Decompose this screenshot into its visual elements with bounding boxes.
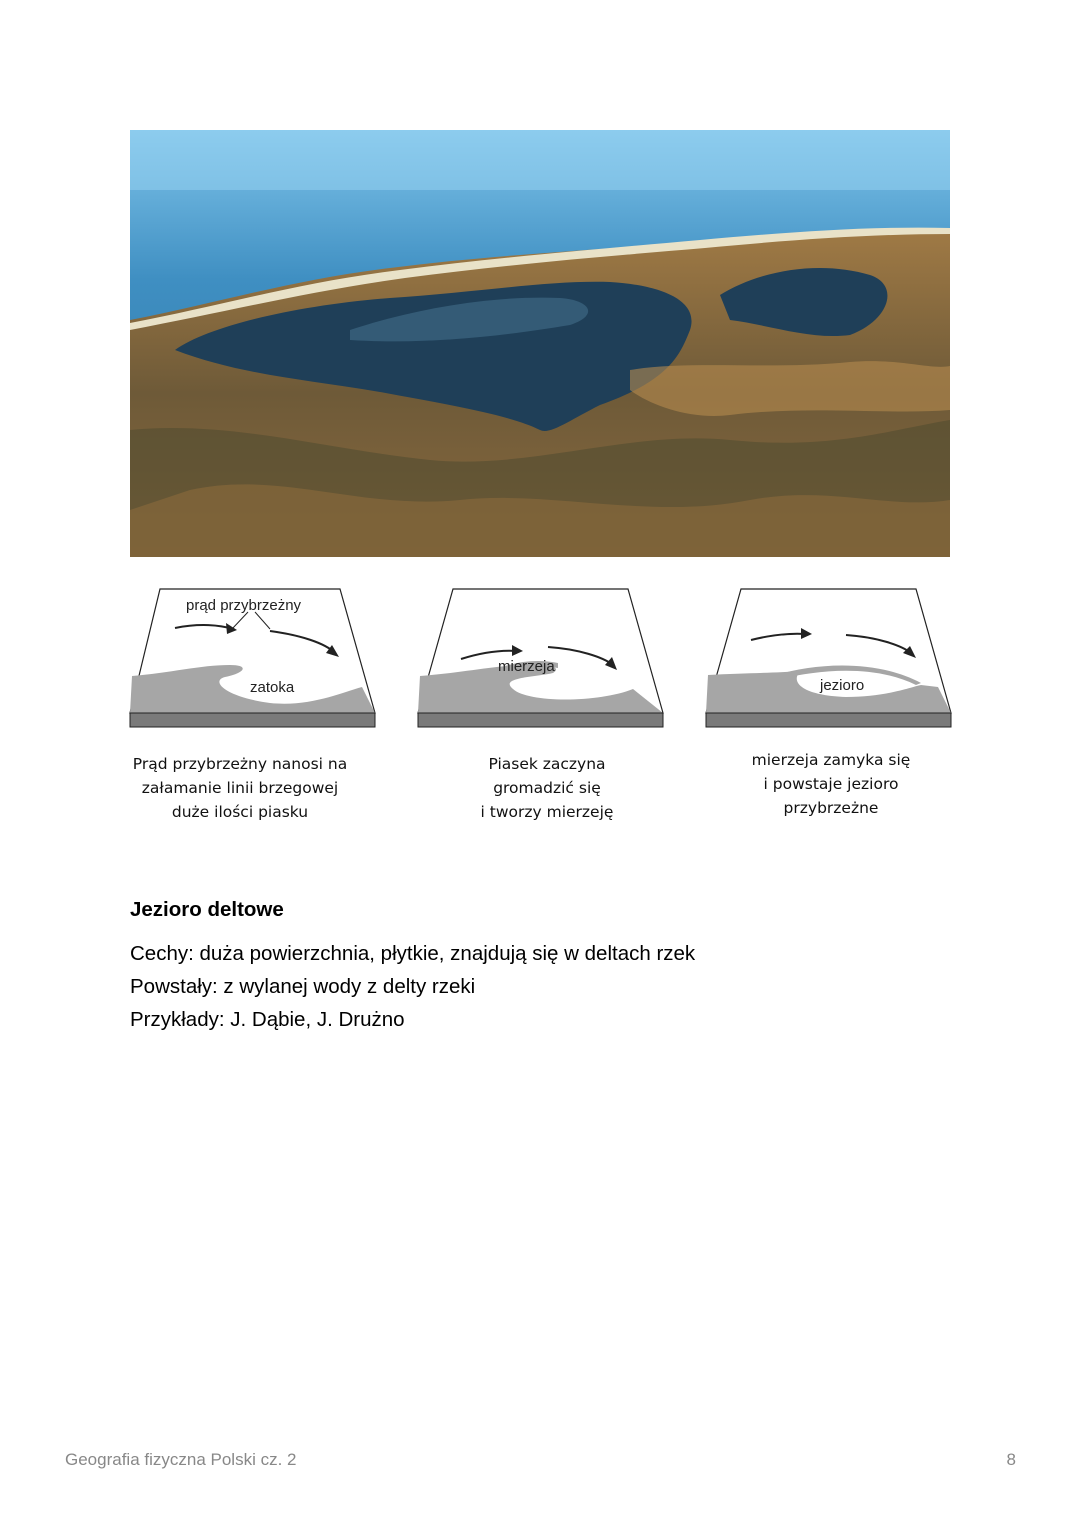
diagram-step-1 — [130, 585, 375, 737]
diagram-step-3 — [706, 585, 951, 737]
text-line-origin: Powstały: z wylanej wody z delty rzeki — [130, 975, 476, 998]
caption-step-3: mierzeja zamyka się i powstaje jezioro przybrzeżne — [751, 751, 911, 817]
label-zatoka: zatoka — [250, 679, 295, 696]
footer-title: Geografia fizyczna Polski cz. 2 — [65, 1450, 297, 1469]
section-heading: Jezioro deltowe — [130, 898, 284, 921]
caption-step-1: Prąd przybrzeżny nanosi na załamanie linii brzegowej duże ilości piasku — [132, 755, 348, 821]
page-number: 8 — [1006, 1450, 1016, 1469]
label-jezioro: jezioro — [820, 677, 865, 694]
text-line-examples: Przykłady: J. Dąbie, J. Drużno — [130, 1008, 405, 1031]
text-line-features: Cechy: duża powierzchnia, płytkie, znajdują się w deltach rzek — [130, 942, 696, 965]
label-mierzeja: mierzeja — [498, 658, 555, 675]
caption-step-2: Piasek zaczyna gromadzić się i tworzy mierzeję — [480, 755, 614, 821]
label-prad-przybrzezny: prąd przybrzeżny — [186, 597, 302, 614]
aerial-photo-coastal-lake — [130, 130, 950, 557]
diagram-step-2 — [418, 585, 663, 737]
